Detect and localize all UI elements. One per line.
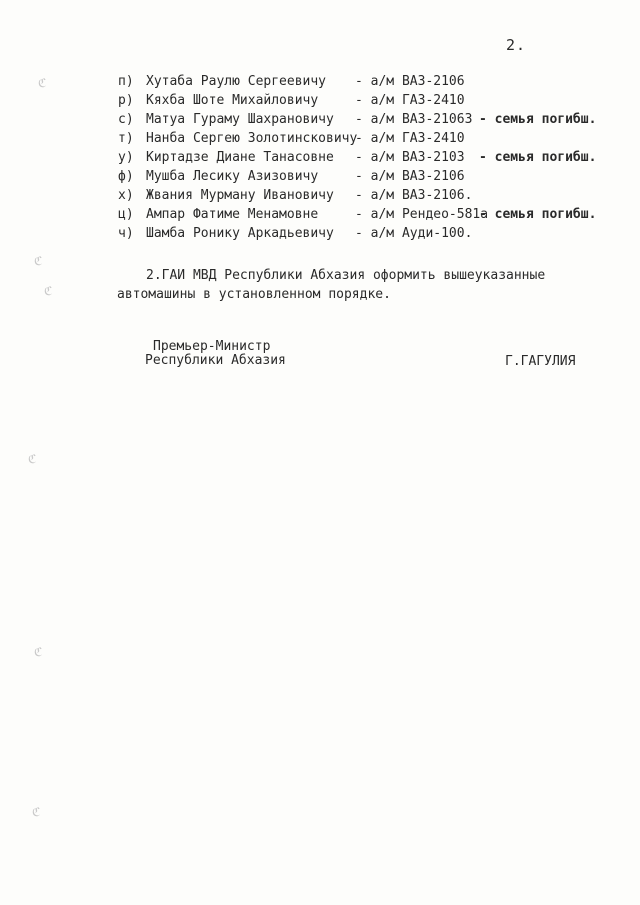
item-car: - а/м Ауди-100. [355, 226, 473, 241]
item-letter: ф) [118, 169, 134, 184]
item-name: Мушба Лесику Азизовичу [146, 169, 319, 184]
list-item [118, 205, 597, 224]
list-item [118, 129, 465, 148]
item-car: - а/м ВАЗ-2103 [355, 150, 465, 165]
order-line: 2.ГАИ МВД Республики Абхазия оформить вышеуказанные [146, 268, 546, 283]
item-letter: у) [118, 150, 134, 165]
list-item [118, 148, 597, 167]
margin-mark: ℭ [44, 284, 53, 298]
item-letter: п) [118, 74, 134, 89]
margin-mark: ℭ [34, 645, 43, 659]
item-name: Ампар Фатиме Менамовне [146, 207, 319, 222]
item-letter: р) [118, 93, 134, 108]
item-car: - а/м ВАЗ-21063 [355, 112, 473, 127]
item-letter: т) [118, 131, 134, 146]
margin-mark: ℭ [32, 805, 41, 819]
item-name: Нанба Сергею Золотинсковичу [146, 131, 358, 146]
item-car: - а/м ГАЗ-2410 [355, 93, 465, 108]
item-name: Жвания Мурману Ивановичу [146, 188, 334, 203]
item-name: Матуа Гураму Шахрановичу [146, 112, 334, 127]
list-item [118, 167, 465, 186]
item-name: Киртадзе Диане Танасовне [146, 150, 334, 165]
item-car: - а/м ВАЗ-2106 [355, 169, 465, 184]
margin-mark: ℭ [28, 452, 37, 466]
list-item [118, 91, 465, 110]
item-note: - семья погибш. [479, 112, 597, 127]
item-car: - а/м Рендео-581а [355, 207, 489, 222]
list-item [118, 186, 473, 205]
item-name: Хутаба Раулю Сергеевичу [146, 74, 327, 89]
item-letter: ч) [118, 226, 134, 241]
item-name: Кяхба Шоте Михайловичу [146, 93, 319, 108]
margin-mark: ℭ [34, 254, 43, 268]
page-number: 2. [506, 36, 527, 54]
list-item [118, 224, 473, 243]
item-note: - семья погибш. [479, 150, 597, 165]
margin-mark: ℭ [38, 76, 47, 90]
item-car: - а/м ВАЗ-2106 [355, 74, 465, 89]
order-line: автомашины в установленном порядке. [117, 287, 391, 302]
item-car: - а/м ГАЗ-2410 [355, 131, 465, 146]
item-name: Шамба Ронику Аркадьевичу [146, 226, 334, 241]
item-letter: с) [118, 112, 134, 127]
signatory-title-line: Республики Абхазия [145, 353, 286, 368]
signatory-title-line: Премьер-Министр [153, 339, 271, 354]
signatory-title [145, 340, 286, 368]
vehicle-list [118, 72, 597, 243]
item-note: - семья погибш. [479, 207, 597, 222]
item-letter: х) [118, 188, 134, 203]
item-car: - а/м ВАЗ-2106. [355, 188, 473, 203]
item-letter: ц) [118, 207, 134, 222]
list-item [118, 110, 597, 129]
order-paragraph [117, 266, 576, 304]
list-item [118, 72, 465, 91]
signatory-name: Г.ГАГУЛИЯ [505, 354, 576, 369]
